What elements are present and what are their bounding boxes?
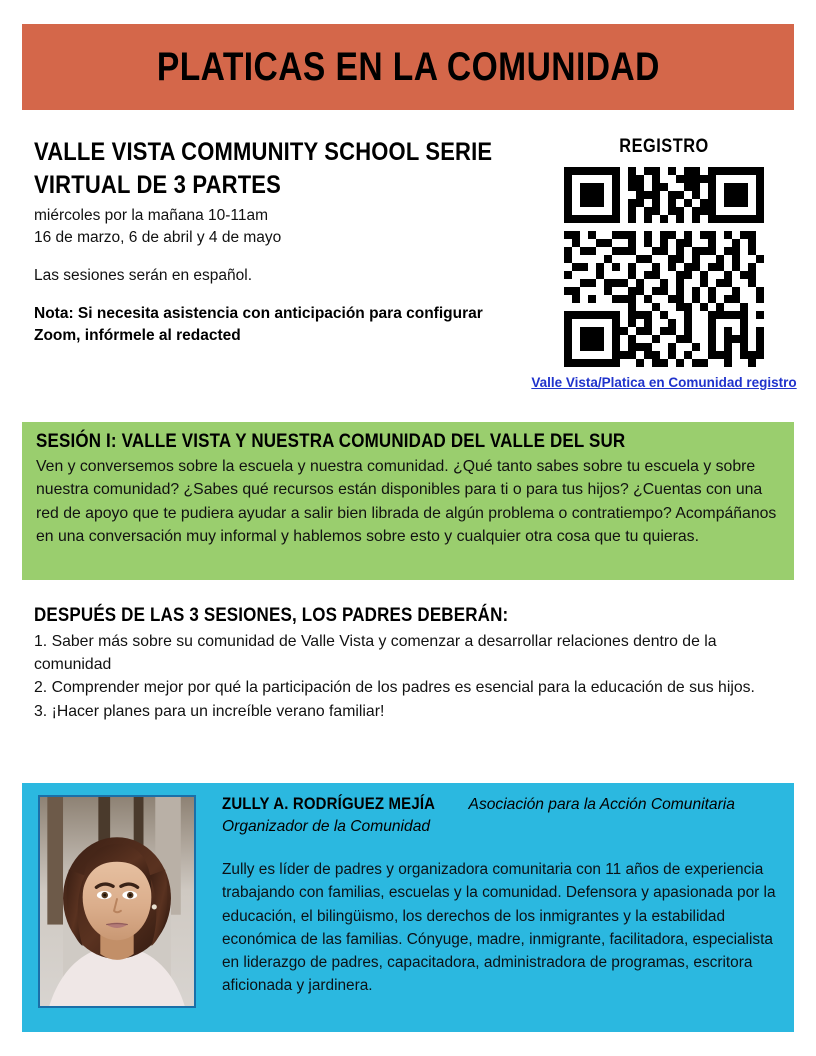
- speaker-photo: [38, 795, 196, 1008]
- intro-block: [34, 136, 514, 348]
- speaker-bio: Zully es líder de padres y organizadora comunitaria con 11 años de experiencia trabajando con familias, escuelas y la comunidad. Defensora y apasionada por la educación, el bilingüismo, los derechos de los inmigrantes y la estabilidad económica de las familias. Cónyuge, madre, inmigrante, facilitadora, especialista en liderazgo de padres, capacitadora, administradora de programas, escritora aficionada y jardinera.: [222, 861, 776, 994]
- list-item: 2. Comprender mejor por qué la participación de los padres es esencial para la educación de sus hijos.: [34, 679, 755, 697]
- spacer: [34, 287, 514, 303]
- speaker-name: ZULLY A. RODRÍGUEZ MEJÍA: [222, 794, 436, 813]
- outcomes-heading: DESPUÉS DE LAS 3 SESIONES, LOS PADRES DEBERÁN:: [34, 604, 509, 626]
- schedule-time: miércoles por la mañana 10-11am: [34, 207, 269, 224]
- page-title: PLATICAS EN LA COMUNIDAD: [156, 45, 660, 89]
- speaker-organization: Asociación para la Acción Comunitaria: [468, 796, 735, 813]
- schedule-dates: 16 de marzo, 6 de abril y 4 de mayo: [34, 229, 282, 246]
- speaker-name-row: [222, 792, 782, 816]
- speaker-role: Organizador de la Comunidad: [222, 818, 431, 836]
- list-item: 3. ¡Hacer planes para un increíble verano familiar!: [34, 702, 385, 720]
- spacer: [34, 249, 514, 265]
- speaker-details: [222, 792, 782, 997]
- qr-code-icon[interactable]: [564, 167, 764, 367]
- language-note: Las sesiones serán en español.: [34, 267, 253, 284]
- list-item: 1. Saber más sobre su comunidad de Valle Vista y comenzar a desarrollar relaciones dentro de la comunidad: [34, 633, 717, 674]
- outcomes-section: [34, 604, 794, 723]
- registration-label: REGISTRO: [619, 136, 709, 157]
- registration-link[interactable]: Valle Vista/Platica en Comunidad registro: [531, 375, 797, 390]
- session-description: Ven y conversemos sobre la escuela y nuestra comunidad. ¿Qué tanto sabes sobre tu escuela y sobre nuestra comunidad? ¿Sabes qué recursos están disponibles para ti o para tus hijos? ¿Cuentas con una red de apoyo que te pudiera ayudar a salir bien librada de algún problema o contratiempo? Acompáñanos en una conversación muy informal y hablemos sobre esto y cualquier otra cosa que tu quieras.: [36, 458, 777, 546]
- session-box: [22, 422, 794, 580]
- registration-block: [530, 136, 798, 393]
- session-heading: SESIÓN I: VALLE VISTA Y NUESTRA COMUNIDAD DEL VALLE DEL SUR: [36, 430, 626, 452]
- assistance-note: Nota: Si necesita asistencia con anticipación para configurar Zoom, infórmele al redacted: [34, 305, 483, 345]
- series-heading: VALLE VISTA COMMUNITY SCHOOL SERIE VIRTUAL DE 3 PARTES: [34, 138, 493, 199]
- header-banner: [22, 24, 794, 110]
